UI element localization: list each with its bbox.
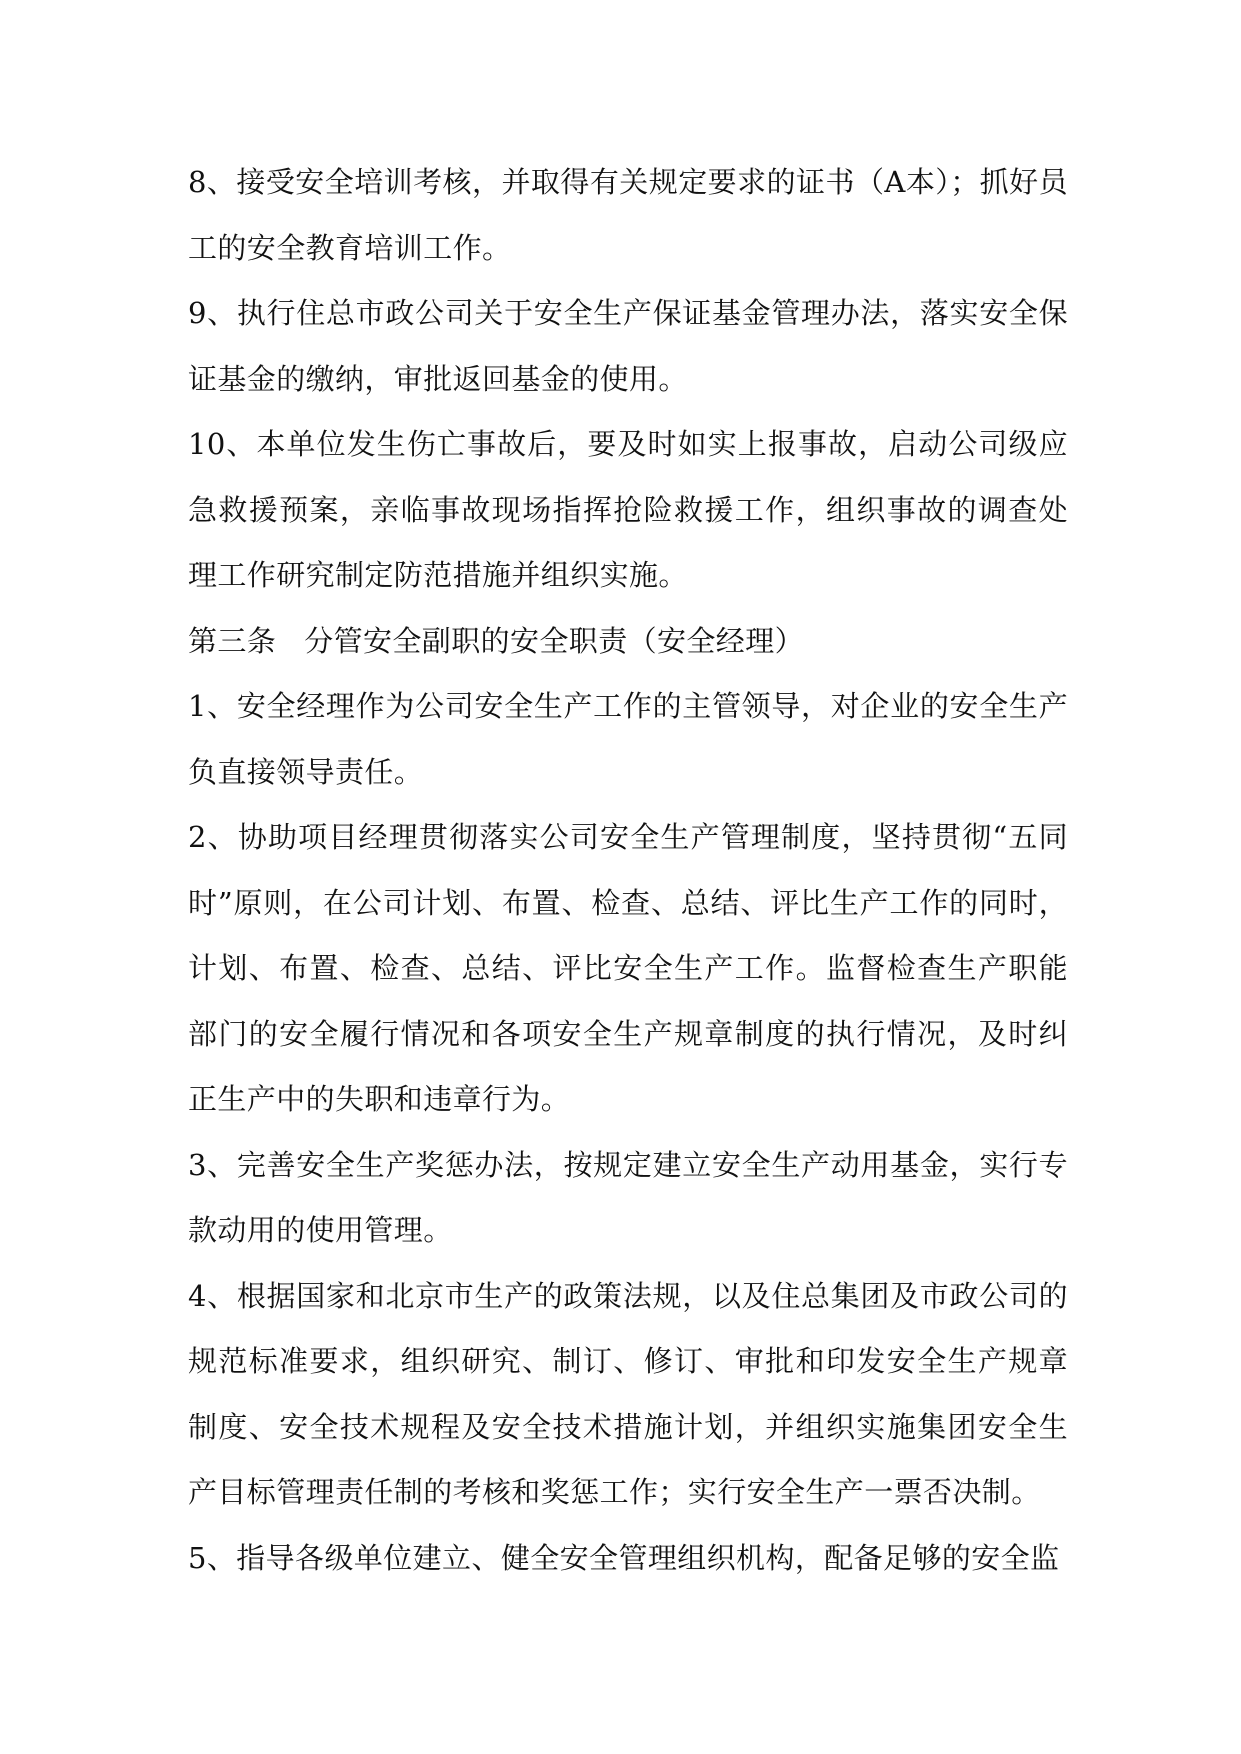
- document-body: [188, 150, 1068, 1591]
- duty-item-1: 1、安全经理作为公司安全生产工作的主管领导，对企业的安全生产负直接领导责任。: [188, 689, 1068, 789]
- duty-item-2: 2、协助项目经理贯彻落实公司安全生产管理制度，坚持贯彻“五同时”原则，在公司计划、布置、检查、总结、评比生产工作的同时，计划、布置、检查、总结、评比安全生产工作。监督检查生产职能部门的安全履行情况和各项安全生产规章制度的执行情况，及时纠正生产中的失职和违章行为。: [188, 820, 1068, 1116]
- section-heading: [188, 609, 1068, 675]
- paragraph-item-10: 10、本单位发生伤亡事故后，要及时如实上报事故，启动公司级应急救援预案，亲临事故现场指挥抢险救援工作，组织事故的调查处理工作研究制定防范措施并组织实施。: [188, 427, 1068, 592]
- paragraph-item-9: 9、执行住总市政公司关于安全生产保证基金管理办法，落实安全保证基金的缴纳，审批返回基金的使用。: [188, 296, 1068, 396]
- paragraph-item-8: 8、接受安全培训考核，并取得有关规定要求的证书（A本）；抓好员工的安全教育培训工作。: [188, 165, 1068, 265]
- duty-item-5: 5、指导各级单位建立、健全安全管理组织机构，配备足够的安全监: [188, 1540, 1060, 1575]
- duty-item-3: 3、完善安全生产奖惩办法，按规定建立安全生产动用基金，实行专款动用的使用管理。: [188, 1147, 1068, 1247]
- duty-item-4: 4、根据国家和北京市生产的政策法规，以及住总集团及市政公司的规范标准要求，组织研究、制订、修订、审批和印发安全生产规章制度、安全技术规程及安全技术措施计划，并组织实施集团安全生产目标管理责任制的考核和奖惩工作；实行安全生产一票否决制。: [188, 1278, 1068, 1509]
- section-number: 第三条: [188, 623, 277, 658]
- section-title: 分管安全副职的安全职责（安全经理）: [304, 623, 805, 658]
